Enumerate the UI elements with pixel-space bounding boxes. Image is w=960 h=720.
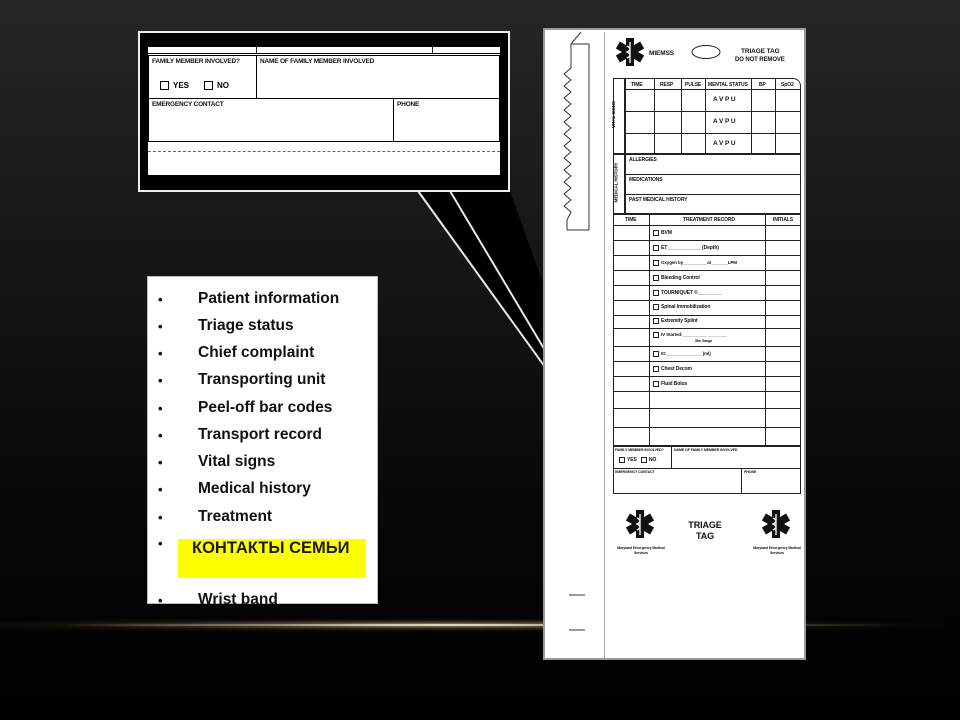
zoom-bottom-line — [148, 151, 500, 152]
history-allergies: ALLERGIES — [629, 157, 657, 163]
zoom-name-family-box — [256, 55, 500, 99]
zoom-name-family-label: NAME OF FAMILY MEMBER INVOLVED — [260, 58, 375, 65]
treatment-checkbox[interactable] — [653, 304, 659, 310]
zoom-family-involved-box — [148, 55, 257, 99]
history-medications: MEDICATIONS — [629, 177, 663, 183]
treatment-checkbox[interactable] — [653, 332, 659, 338]
zoom-no-label: NO — [217, 81, 229, 90]
vitals-avpu-row1[interactable]: A V P U — [713, 96, 736, 103]
treatment-checkbox[interactable] — [653, 275, 659, 281]
left-logo-caption: Maryland Emergency Medical Services — [617, 546, 665, 555]
tag-oval-hole — [690, 44, 722, 60]
treatment-bleeding: Bleeding Control — [661, 275, 700, 281]
treatment-row-line — [613, 376, 801, 377]
bullet-dot: • — [158, 509, 163, 525]
vitals-header-time: TIME — [631, 82, 643, 88]
treatment-row-line — [613, 315, 801, 316]
treatment-checkbox[interactable] — [653, 366, 659, 372]
treatment-header-record: TREATMENT RECORD — [683, 217, 735, 223]
star-of-life-logo — [613, 36, 647, 68]
treatment-checkbox[interactable] — [653, 260, 659, 266]
vitals-header-bp: BP — [759, 82, 766, 88]
treatment-col-line — [649, 214, 650, 446]
bullet-item — [156, 478, 371, 500]
history-side-label: MEDICAL HISTORY — [613, 162, 619, 203]
zoom-yes-label: YES — [173, 81, 190, 90]
zoom-yes-checkbox[interactable] — [160, 81, 169, 90]
treatment-checkbox[interactable] — [653, 245, 659, 251]
bullet-item — [156, 397, 371, 419]
treatment-iv: IV Started:__________ ________ — [661, 332, 727, 337]
tag-family-row-line — [613, 468, 801, 469]
tag-family-col-line — [671, 446, 672, 468]
vitals-col-line — [705, 78, 706, 154]
vitals-col-line — [654, 78, 655, 154]
treatment-fluid-bolus: Fluid Bolus — [661, 381, 688, 387]
bullet-dot: • — [158, 345, 163, 361]
zoom-family-involved-label: FAMILY MEMBER INVOLVED? — [152, 58, 240, 65]
treatment-row-line — [613, 361, 801, 362]
bullet-text: Vital signs — [198, 453, 276, 470]
treatment-checkbox[interactable] — [653, 381, 659, 387]
bullet-text: Peel-off bar codes — [198, 399, 333, 416]
zoomed-form — [148, 47, 500, 175]
bullet-dot: • — [158, 481, 163, 497]
medical-history-box — [625, 154, 801, 214]
vitals-header-mental-status: MENTAL STATUS — [708, 82, 748, 88]
tag-no-label: NO — [649, 457, 657, 463]
bullet-item — [156, 288, 371, 310]
treatment-checkbox[interactable] — [653, 290, 659, 296]
zoom-top-strip — [148, 47, 500, 54]
bullet-text: Treatment — [198, 508, 273, 525]
bullet-item — [156, 315, 371, 337]
tag-emergency-contact-label: EMERGENCY CONTACT — [615, 470, 655, 474]
tag-family-col-line — [741, 468, 742, 494]
bullet-dot: • — [158, 427, 163, 443]
tag-phone-label: PHONE — [744, 470, 757, 474]
vitals-col-line — [775, 78, 776, 154]
bullet-text: Transporting unit — [198, 371, 326, 388]
highlight-bullet-dot: • — [158, 536, 163, 551]
vitals-header-pulse: PULSE — [685, 82, 702, 88]
treatment-row-line — [613, 285, 801, 286]
star-of-life-logo-left — [623, 508, 657, 540]
tag-yes-label: YES — [627, 457, 637, 463]
family-contacts-highlight: КОНТАКТЫ СЕМЬИ — [178, 539, 366, 578]
tag-yes-checkbox[interactable] — [619, 457, 625, 463]
vitals-header-spo2: SpO2 — [781, 82, 794, 88]
treatment-oxygen: Oxygen by__________at_______LPM — [661, 260, 737, 265]
bullet-text: Transport record — [198, 426, 323, 443]
treatment-row-line — [613, 300, 801, 301]
vitals-avpu-row3[interactable]: A V P U — [713, 140, 736, 147]
treatment-bvm: BVM — [661, 230, 672, 236]
tag-org-label: MIEMSS — [649, 50, 675, 57]
tag-family-involved-label: FAMILY MEMBER INVOLVED? — [615, 448, 664, 452]
tag-subtitle: DO NOT REMOVE — [735, 57, 785, 63]
bullet-text: Medical history — [198, 480, 311, 497]
zigzag-outline — [564, 32, 581, 230]
zoom-strip-divider — [256, 47, 257, 53]
treatment-row-line — [613, 270, 801, 271]
treatment-checkbox[interactable] — [653, 230, 659, 236]
vitals-header-resp: RESP — [660, 82, 674, 88]
zoomed-family-section — [138, 31, 510, 192]
zoom-emergency-contact-label: EMERGENCY CONTACT — [152, 101, 224, 108]
treatment-tourniquet: TOURNIQUET ©_________ — [661, 290, 722, 296]
treatment-io: IO_______________ (ml) — [661, 351, 711, 356]
vitals-side-label: VITAL SIGNS — [610, 101, 616, 128]
tag-zigzag-edge — [545, 30, 605, 658]
bullet-item — [156, 589, 371, 611]
bullet-item — [156, 451, 371, 473]
treatment-row-line — [613, 225, 801, 226]
treatment-spinal: Spinal Immobilization — [661, 304, 711, 310]
tag-title: TRIAGE TAG — [741, 48, 780, 55]
star-of-life-logo-right — [759, 508, 793, 540]
bullet-dot: • — [158, 592, 163, 608]
zoom-no-option[interactable] — [204, 81, 229, 90]
treatment-chest-decom: Chest Decom — [661, 366, 692, 372]
history-past: PAST MEDICAL HISTORY — [629, 197, 688, 203]
treatment-et: ET_____________(Depth) — [661, 245, 719, 251]
treatment-header-time: TIME — [625, 217, 637, 223]
treatment-row-line — [613, 255, 801, 256]
right-logo-caption: Maryland Emergency Medical Services — [753, 546, 801, 555]
zoom-phone-label: PHONE — [397, 101, 420, 108]
bullet-text: Chief complaint — [198, 344, 315, 361]
bottom-triage-title: TRIAGE TAG — [688, 520, 722, 541]
zoom-emergency-contact-box — [148, 98, 394, 142]
treatment-checkbox[interactable] — [653, 318, 659, 324]
treatment-row-line — [613, 346, 801, 347]
zoom-no-checkbox[interactable] — [204, 81, 213, 90]
treatment-row-line — [613, 328, 801, 329]
bullet-text: Wrist band — [198, 591, 278, 608]
bullet-text: Patient information — [198, 290, 340, 307]
bullet-item — [156, 424, 371, 446]
treatment-row-line — [613, 427, 801, 428]
treatment-row-line — [613, 240, 801, 241]
treatment-splint: Extremity Splint — [661, 318, 698, 324]
zoom-strip-divider — [432, 47, 433, 53]
zoom-yes-option[interactable] — [160, 81, 189, 90]
treatment-iv-sublabel: Site Gauge — [695, 339, 713, 343]
history-row-line — [625, 194, 801, 195]
bullet-item — [156, 506, 371, 528]
treatment-header-initials: INITIALS — [773, 217, 794, 223]
zoom-phone-box — [393, 98, 500, 142]
vitals-avpu-row2[interactable]: A V P U — [713, 118, 736, 125]
bullet-dot: • — [158, 454, 163, 470]
treatment-checkbox[interactable] — [653, 351, 659, 357]
bullet-item — [156, 369, 371, 391]
bullet-dot: • — [158, 318, 163, 334]
bullet-text: Triage status — [198, 317, 294, 334]
bullet-dot: • — [158, 291, 163, 307]
treatment-col-line — [765, 214, 766, 446]
bullet-dot: • — [158, 400, 163, 416]
tag-no-checkbox[interactable] — [641, 457, 647, 463]
treatment-row-line — [613, 408, 801, 409]
triage-tag — [543, 28, 806, 660]
bullet-item — [156, 342, 371, 364]
bullet-dot: • — [158, 372, 163, 388]
vitals-col-line — [751, 78, 752, 154]
history-row-line — [625, 174, 801, 175]
tag-name-family-label: NAME OF FAMILY MEMBER INVOLVED — [674, 448, 738, 452]
treatment-row-line — [613, 391, 801, 392]
vitals-col-line — [681, 78, 682, 154]
